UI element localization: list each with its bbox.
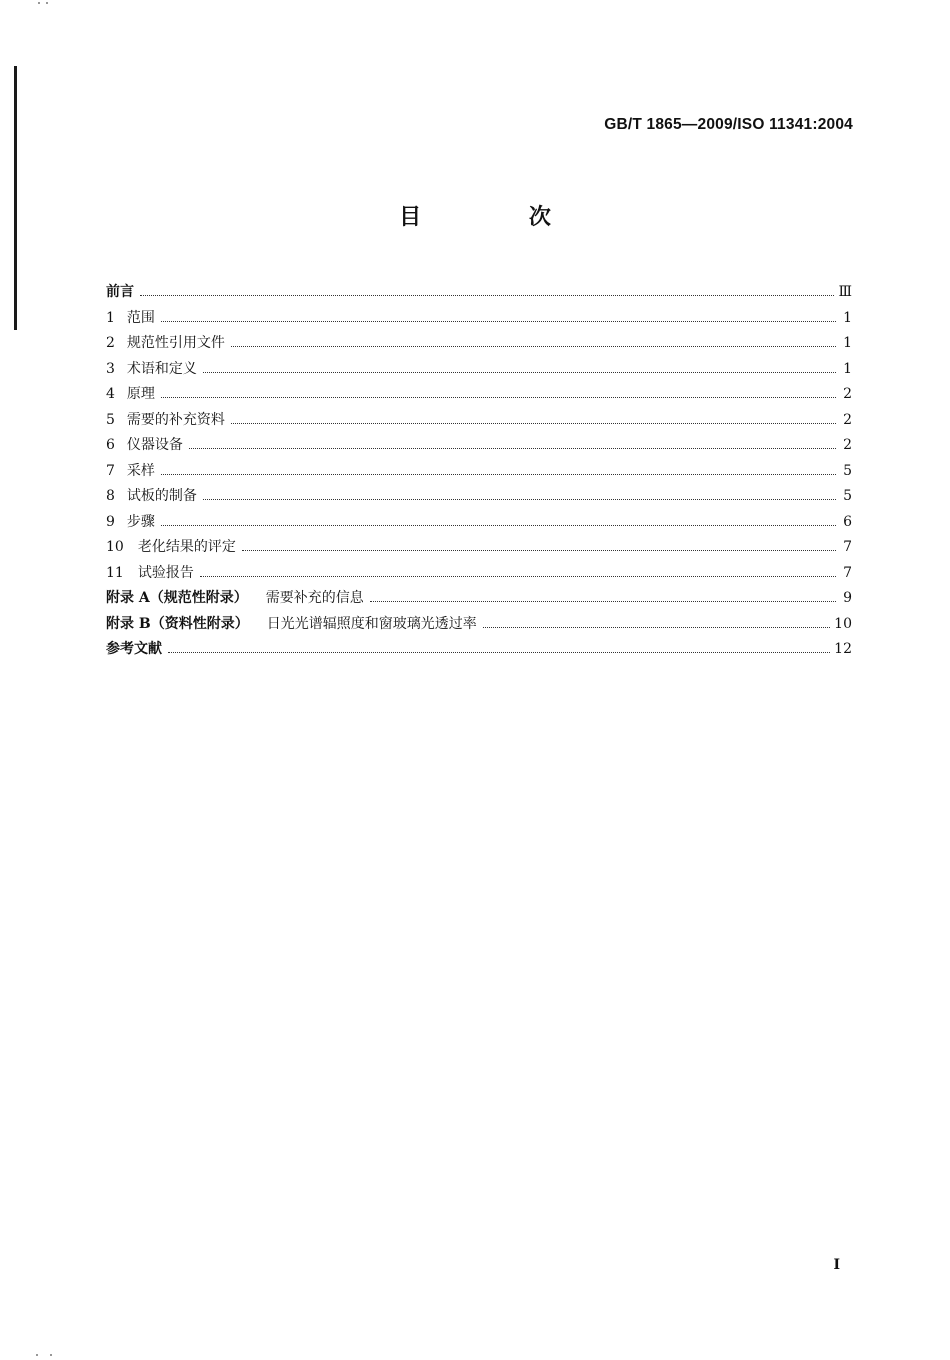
toc-entry[interactable] [106, 306, 852, 332]
standard-number: GB/T 1865—2009/ISO 11341:2004 [604, 116, 853, 133]
toc-entry-title: 术语和定义 [126, 360, 197, 377]
toc-entry-page: 10 [834, 615, 852, 632]
toc-leader-dots [203, 498, 836, 500]
toc-entry-subtitle: 日光光谱辐照度和窗玻璃光透过率 [266, 615, 477, 632]
page-title: 目 次 [399, 204, 601, 230]
toc-entry-page: 2 [843, 437, 852, 453]
toc-entry-subtitle: 需要补充的信息 [265, 590, 364, 606]
toc-entry-page: 1 [843, 335, 852, 351]
scan-speck [50, 1354, 52, 1356]
toc-entry[interactable] [106, 331, 852, 357]
scan-edge-mark [14, 66, 17, 330]
toc-leader-dots [242, 549, 836, 551]
toc-leader-dots [203, 371, 836, 373]
toc-entry-number: 3 [106, 360, 115, 377]
toc-entry-title: 试验报告 [137, 564, 194, 581]
toc-entry-title: 附录 B（资料性附录） [106, 615, 249, 632]
toc-entry-number: 7 [106, 462, 115, 479]
toc-entry[interactable] [106, 612, 852, 638]
toc-entry-title: 规范性引用文件 [126, 335, 225, 351]
toc-entry-page: 5 [843, 462, 852, 479]
toc-entry-number: 6 [106, 437, 115, 453]
toc-entry-title: 参考文献 [106, 641, 162, 657]
toc-entry-page: 2 [843, 386, 852, 402]
toc-leader-dots [161, 473, 836, 475]
toc-entry-page: 7 [843, 564, 852, 581]
toc-entry-title: 采样 [126, 462, 155, 479]
toc-entry[interactable] [106, 510, 852, 536]
toc-leader-dots [161, 396, 836, 398]
toc-entry[interactable] [106, 586, 852, 612]
toc-entry-number: 2 [106, 335, 115, 351]
toc-entry[interactable] [106, 357, 852, 383]
toc-leader-dots [231, 422, 836, 424]
toc-leader-dots [161, 524, 836, 526]
scan-speck [46, 2, 48, 4]
toc-entry-title: 试板的制备 [126, 488, 197, 504]
toc-entry-number: 10 [106, 539, 124, 555]
toc-leader-dots [231, 345, 836, 347]
toc-entry-title: 步骤 [126, 513, 155, 530]
toc-leader-dots [168, 651, 830, 653]
toc-entry[interactable] [106, 561, 852, 587]
toc-entry-number: 9 [106, 513, 115, 530]
toc-entry-title: 原理 [126, 386, 155, 402]
toc-leader-dots [483, 626, 830, 628]
toc-entry-page: 12 [834, 641, 852, 657]
toc-entry-title: 范围 [126, 309, 155, 326]
toc-leader-dots [140, 294, 834, 296]
toc-leader-dots [370, 600, 836, 602]
toc-entry[interactable] [106, 637, 852, 663]
scan-speck [38, 2, 40, 4]
table-of-contents [106, 280, 852, 663]
toc-entry-page: 2 [843, 411, 852, 428]
toc-leader-dots [189, 447, 836, 449]
toc-entry-number: 1 [106, 309, 115, 326]
toc-entry-page: Ⅲ [838, 284, 852, 300]
toc-entry-title: 前言 [106, 284, 134, 300]
toc-entry[interactable] [106, 408, 852, 434]
scan-speck [36, 1354, 38, 1356]
toc-entry-number: 8 [106, 488, 115, 504]
toc-entry-number: 4 [106, 386, 115, 402]
toc-entry-title: 附录 A（规范性附录） [106, 590, 248, 606]
toc-leader-dots [200, 575, 836, 577]
toc-entry-number: 5 [106, 411, 115, 428]
toc-entry[interactable] [106, 535, 852, 561]
toc-entry[interactable] [106, 382, 852, 408]
toc-leader-dots [161, 320, 836, 322]
toc-entry-number: 11 [106, 564, 124, 581]
toc-entry[interactable] [106, 459, 852, 485]
toc-entry[interactable] [106, 484, 852, 510]
toc-entry-title: 老化结果的评定 [137, 539, 236, 555]
toc-entry[interactable] [106, 280, 852, 306]
toc-entry-page: 1 [843, 360, 852, 377]
toc-entry-page: 1 [843, 309, 852, 326]
toc-entry-page: 7 [843, 539, 852, 555]
toc-entry-page: 9 [843, 590, 852, 606]
toc-entry-page: 6 [843, 513, 852, 530]
page-number: I [833, 1257, 840, 1273]
toc-entry-title: 仪器设备 [126, 437, 183, 453]
toc-entry[interactable] [106, 433, 852, 459]
toc-entry-page: 5 [843, 488, 852, 504]
toc-entry-title: 需要的补充资料 [126, 411, 225, 428]
